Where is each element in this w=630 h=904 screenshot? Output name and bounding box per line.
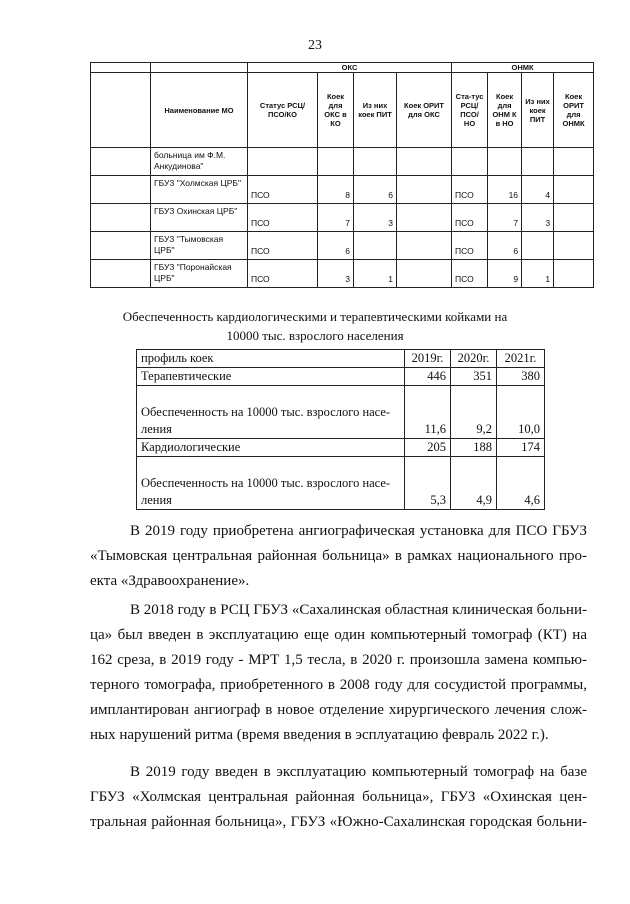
column-header-status: Статус РСЦ/ПСО/КО	[248, 73, 318, 148]
row-status	[248, 148, 318, 176]
column-header-2019: 2019г.	[405, 350, 451, 368]
paragraph-ct-mri	[90, 598, 587, 748]
paragraph-line: ца» был введен в эксплуатацию еще один компьютерный томограф (КТ) на	[90, 627, 587, 643]
row-status2: ПСО	[452, 232, 488, 260]
table-row	[137, 386, 545, 439]
row-label-line2: ления	[141, 493, 172, 507]
value-2021: 380	[497, 368, 545, 386]
paragraph-line: имплантирован ангиограф в новое отделение хирургического лечения слож-	[90, 702, 587, 718]
row-label	[137, 457, 405, 510]
page-number: 23	[308, 38, 322, 53]
table-caption-line2: 10000 тыс. взрослого населения	[226, 328, 404, 343]
provision-table	[136, 349, 545, 510]
column-header-2021: 2021г.	[497, 350, 545, 368]
row-status2: ПСО	[452, 176, 488, 204]
row-beds-oks: 7	[318, 204, 354, 232]
row-orit2	[554, 176, 594, 204]
table-caption-line1: Обеспеченность кардиологическими и терапевтическими койками на	[122, 309, 508, 324]
paragraph-line: «Тымовская центральная районная больница» в рамках национального про-	[90, 548, 587, 564]
paragraph-line: ных нарушений ритма (время введения в эсплуатацию февраль 2022 г.).	[90, 727, 549, 743]
row-status2: ПСО	[452, 204, 488, 232]
value-2020: 351	[451, 368, 497, 386]
row-label-line1: Обеспеченность на 10000 тыс. взрослого насе-	[141, 405, 391, 419]
row-orit2	[554, 260, 594, 288]
group-header-oks: ОКС	[248, 63, 452, 73]
row-name: ГБУЗ "Тымовская ЦРБ"	[151, 232, 248, 260]
row-status: ПСО	[248, 176, 318, 204]
value-2020: 188	[451, 439, 497, 457]
paragraph-line: терного томографа, приобретенного в 2008 году для сосудистой программы,	[90, 677, 587, 693]
row-status: ПСО	[248, 232, 318, 260]
row-beds-onmk	[488, 148, 522, 176]
row-pit: 6	[354, 176, 397, 204]
paragraph-line: тральная районная больница», ГБУЗ «Южно-Сахалинская городская больни-	[90, 814, 587, 830]
paragraph-angiography	[90, 519, 587, 594]
row-status: ПСО	[248, 204, 318, 232]
table-header-row	[137, 350, 545, 368]
value-2020: 4,9	[451, 457, 497, 510]
row-pit2	[522, 148, 554, 176]
paragraph-line: 162 среза, в 2019 году - МРТ 1,5 тесла, в 2020 г. произошла замена компью-	[90, 652, 587, 668]
table-row	[91, 204, 594, 232]
value-2019: 205	[405, 439, 451, 457]
row-orit	[397, 176, 452, 204]
paragraph-ct-2019	[90, 760, 587, 835]
row-pit	[354, 232, 397, 260]
row-beds-onmk: 16	[488, 176, 522, 204]
row-name: больница им Ф.М. Анкудинова"	[151, 148, 248, 176]
value-2019: 11,6	[405, 386, 451, 439]
row-orit	[397, 204, 452, 232]
row-orit	[397, 260, 452, 288]
column-header-name: Наименование МО	[151, 73, 248, 148]
paragraph-line: В 2019 году приобретена ангиографическая установка для ПСО ГБУЗ	[130, 523, 587, 539]
value-2019: 446	[405, 368, 451, 386]
row-beds-onmk: 7	[488, 204, 522, 232]
column-header-status2: Ста-тус РСЦ/ ПСО/ НО	[452, 73, 488, 148]
row-orit	[397, 232, 452, 260]
row-name: ГБУЗ "Поронайская ЦРБ"	[151, 260, 248, 288]
row-orit	[397, 148, 452, 176]
table-row	[91, 232, 594, 260]
row-pit2	[522, 232, 554, 260]
row-beds-oks	[318, 148, 354, 176]
table-row	[137, 457, 545, 510]
row-status: ПСО	[248, 260, 318, 288]
value-2021: 174	[497, 439, 545, 457]
row-status2	[452, 148, 488, 176]
value-2020: 9,2	[451, 386, 497, 439]
table-row	[91, 260, 594, 288]
column-header-orit-oks: Коек ОРИТ для ОКС	[397, 73, 452, 148]
value-2019: 5,3	[405, 457, 451, 510]
row-pit2: 1	[522, 260, 554, 288]
row-beds-oks: 3	[318, 260, 354, 288]
row-name: ГБУЗ Охинская ЦРБ"	[151, 204, 248, 232]
row-orit2	[554, 204, 594, 232]
row-name: ГБУЗ "Холмская ЦРБ"	[151, 176, 248, 204]
column-header-beds-onmk: Коек для ОНМ К в НО	[488, 73, 522, 148]
value-2021: 10,0	[497, 386, 545, 439]
row-label	[137, 386, 405, 439]
table-cell	[91, 63, 151, 73]
paragraph-line: В 2019 году введен в эксплуатацию компьютерный томограф на базе	[130, 764, 587, 780]
paragraph-line: ГБУЗ «Холмская центральная районная больница», ГБУЗ «Охинская цен-	[90, 789, 587, 805]
column-header-orit-onmk: Коек ОРИТ для ОНМК	[554, 73, 594, 148]
value-2021: 4,6	[497, 457, 545, 510]
row-beds-oks: 6	[318, 232, 354, 260]
row-beds-oks: 8	[318, 176, 354, 204]
table-row	[137, 439, 545, 457]
row-status2: ПСО	[452, 260, 488, 288]
row-label-line1: Обеспеченность на 10000 тыс. взрослого насе-	[141, 476, 391, 490]
row-pit: 3	[354, 204, 397, 232]
table-row	[91, 176, 594, 204]
paragraph-line: екта «Здравоохранение».	[90, 573, 250, 589]
column-header-profile: профиль коек	[137, 350, 405, 368]
row-pit	[354, 148, 397, 176]
row-pit2: 3	[522, 204, 554, 232]
row-beds-onmk: 6	[488, 232, 522, 260]
table-row	[91, 148, 594, 176]
row-orit2	[554, 148, 594, 176]
row-beds-onmk: 9	[488, 260, 522, 288]
group-header-onmk: ОНМК	[452, 63, 594, 73]
column-header-pit: Из них коек ПИТ	[354, 73, 397, 148]
table-cell	[91, 73, 151, 148]
paragraph-line: В 2018 году в РСЦ ГБУЗ «Сахалинская областная клиническая больни-	[130, 602, 587, 618]
row-label-line2: ления	[141, 422, 172, 436]
table-row	[137, 368, 545, 386]
beds-table	[90, 62, 594, 288]
column-header-pit2: Из них коек ПИТ	[522, 73, 554, 148]
row-label: Терапевтические	[137, 368, 405, 386]
table-cell	[151, 63, 248, 73]
row-orit2	[554, 232, 594, 260]
row-pit2: 4	[522, 176, 554, 204]
row-pit: 1	[354, 260, 397, 288]
column-header-beds-oks: Коек для ОКС в КО	[318, 73, 354, 148]
row-label: Кардиологические	[137, 439, 405, 457]
column-header-2020: 2020г.	[451, 350, 497, 368]
